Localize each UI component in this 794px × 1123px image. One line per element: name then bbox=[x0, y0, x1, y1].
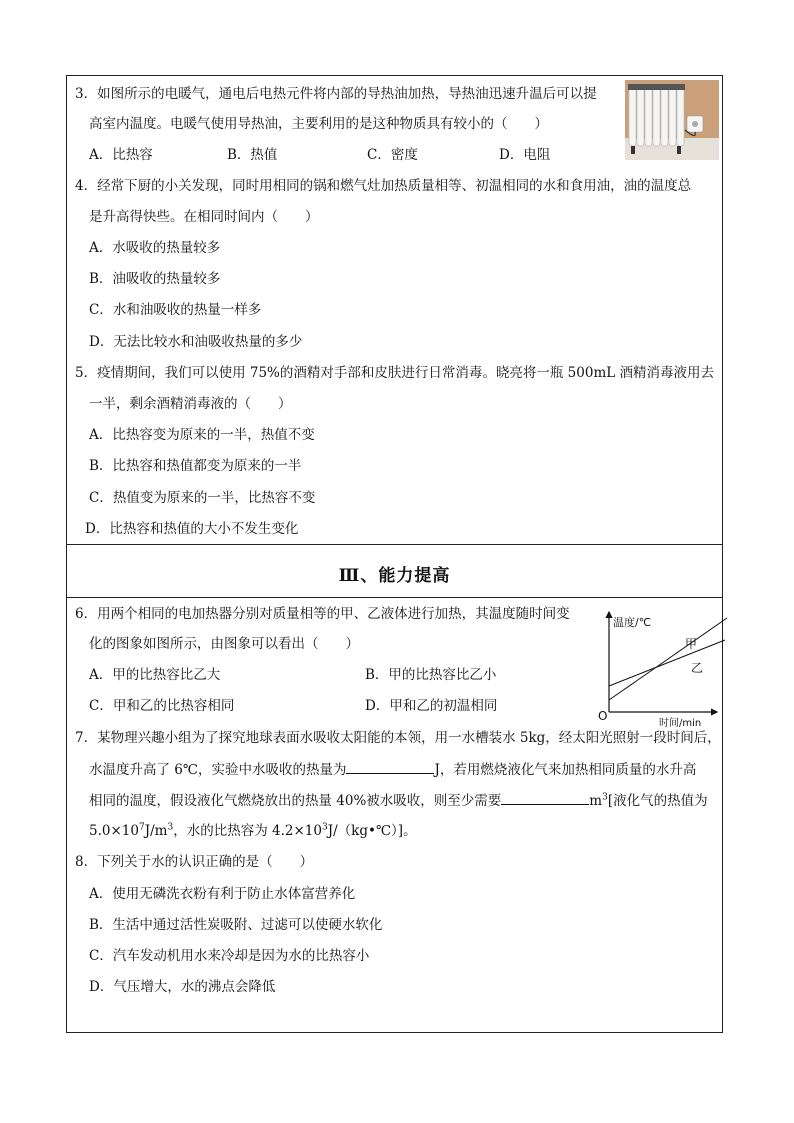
q5-stem-line2: 一半，剩余酒精消毒液的（ ） bbox=[89, 396, 292, 412]
q6-option-a: A．甲的比热容比乙大 bbox=[89, 667, 221, 683]
temperature-time-graph bbox=[579, 604, 719, 729]
line-yi bbox=[609, 618, 727, 700]
graph-origin: O bbox=[598, 709, 608, 723]
section-header-box bbox=[66, 544, 723, 598]
q7-line4: $5.0\times 10^7J/m^3$，水的比热容为 $4.2\times 10^3J/(kg•℃)$]。 bbox=[89, 822, 417, 839]
graph-xlabel: 时间/min bbox=[659, 718, 702, 729]
line-jia bbox=[609, 640, 725, 686]
q6-stem-line2: 化的图象如图所示，由图象可以看出（ ） bbox=[89, 636, 359, 652]
graph-ylabel: 温度/℃ bbox=[613, 616, 652, 629]
q7-line3: 相同的温度，假设液化气燃烧放出的热量 40%被水吸收，则至少需要 $m^3$[液化气的热值为 bbox=[89, 790, 708, 811]
q6-option-b: B．甲的比热容比乙小 bbox=[365, 667, 497, 683]
q4-option-c: C．水和油吸收的热量一样多 bbox=[89, 302, 262, 318]
q3-stem-line2: 高室内温度。电暖气使用导热油，主要利用的是这种物质具有较小的（ ） bbox=[89, 116, 548, 132]
q4-stem-line1: 4．经常下厨的小关发现，同时用相同的锅和燃气灶加热质量相等、初温相同的水和食用油，油的温度总 bbox=[75, 178, 692, 194]
q3-option-b: B．热值 bbox=[227, 147, 278, 163]
q7-answer-blank-1[interactable] bbox=[346, 759, 434, 774]
question-box-2 bbox=[66, 597, 723, 1033]
q3-option-c: C．密度 bbox=[367, 147, 418, 163]
q6-option-d: D．甲和乙的初温相同 bbox=[365, 698, 498, 714]
q4-option-d: D．无法比较水和油吸收热量的多少 bbox=[89, 334, 303, 350]
q5-option-c: C．热值变为原来的一半，比热容不变 bbox=[89, 490, 316, 506]
q5-option-b: B．比热容和热值都变为原来的一半 bbox=[89, 458, 302, 474]
q8-option-a: A．使用无磷洗衣粉有利于防止水体富营养化 bbox=[89, 886, 356, 902]
q7-answer-blank-2[interactable] bbox=[501, 790, 589, 805]
q3-option-d: D．电阻 bbox=[499, 147, 551, 163]
q6-stem-line1: 6．用两个相同的电加热器分别对质量相等的甲、乙液体进行加热，其温度随时间变 bbox=[75, 606, 570, 622]
q5-option-d: D．比热容和热值的大小不发生变化 bbox=[85, 521, 299, 537]
q5-option-a: A．比热容变为原来的一半，热值不变 bbox=[89, 427, 315, 443]
q3-option-a: A．比热容 bbox=[89, 147, 153, 163]
q4-option-a: A．水吸收的热量较多 bbox=[89, 240, 221, 256]
q4-option-b: B．油吸收的热量较多 bbox=[89, 271, 221, 287]
q8-option-b: B．生活中通过活性炭吸附、过滤可以使硬水软化 bbox=[89, 917, 383, 933]
graph-label-jia: 甲 bbox=[685, 637, 698, 651]
oil-radiator-photo bbox=[625, 80, 719, 160]
q3-stem-line1: 3．如图所示的电暖气，通电后电热元件将内部的导热油加热，导热油迅速升温后可以提 bbox=[75, 86, 597, 102]
question-box-1 bbox=[66, 75, 723, 545]
q8-option-c: C．汽车发动机用水来冷却是因为水的比热容小 bbox=[89, 948, 370, 964]
q7-line2: 水温度升高了 6℃，实验中水吸收的热量为 J，若用燃烧液化气来加热相同质量的水升高 bbox=[89, 759, 696, 780]
q8-option-d: D．气压增大，水的沸点会降低 bbox=[89, 979, 276, 995]
section-title: Ⅲ、能力提高 bbox=[338, 566, 451, 586]
q8-stem: 8．下列关于水的认识正确的是（ ） bbox=[75, 854, 314, 870]
q4-stem-line2: 是升高得快些。在相同时间内（ ） bbox=[89, 209, 319, 225]
graph-label-yi: 乙 bbox=[691, 661, 704, 675]
q6-option-c: C．甲和乙的比热容相同 bbox=[89, 698, 235, 714]
q7-line1: 7．某物理兴趣小组为了探究地球表面水吸收太阳能的本领，用一水槽装水 5kg，经太阳光照射一段时间后， bbox=[75, 730, 721, 746]
q5-stem-line1: 5．疫情期间，我们可以使用 75%的酒精对手部和皮肤进行日常消毒。晓亮将一瓶 500mL 酒精消毒液用去 bbox=[75, 365, 715, 381]
